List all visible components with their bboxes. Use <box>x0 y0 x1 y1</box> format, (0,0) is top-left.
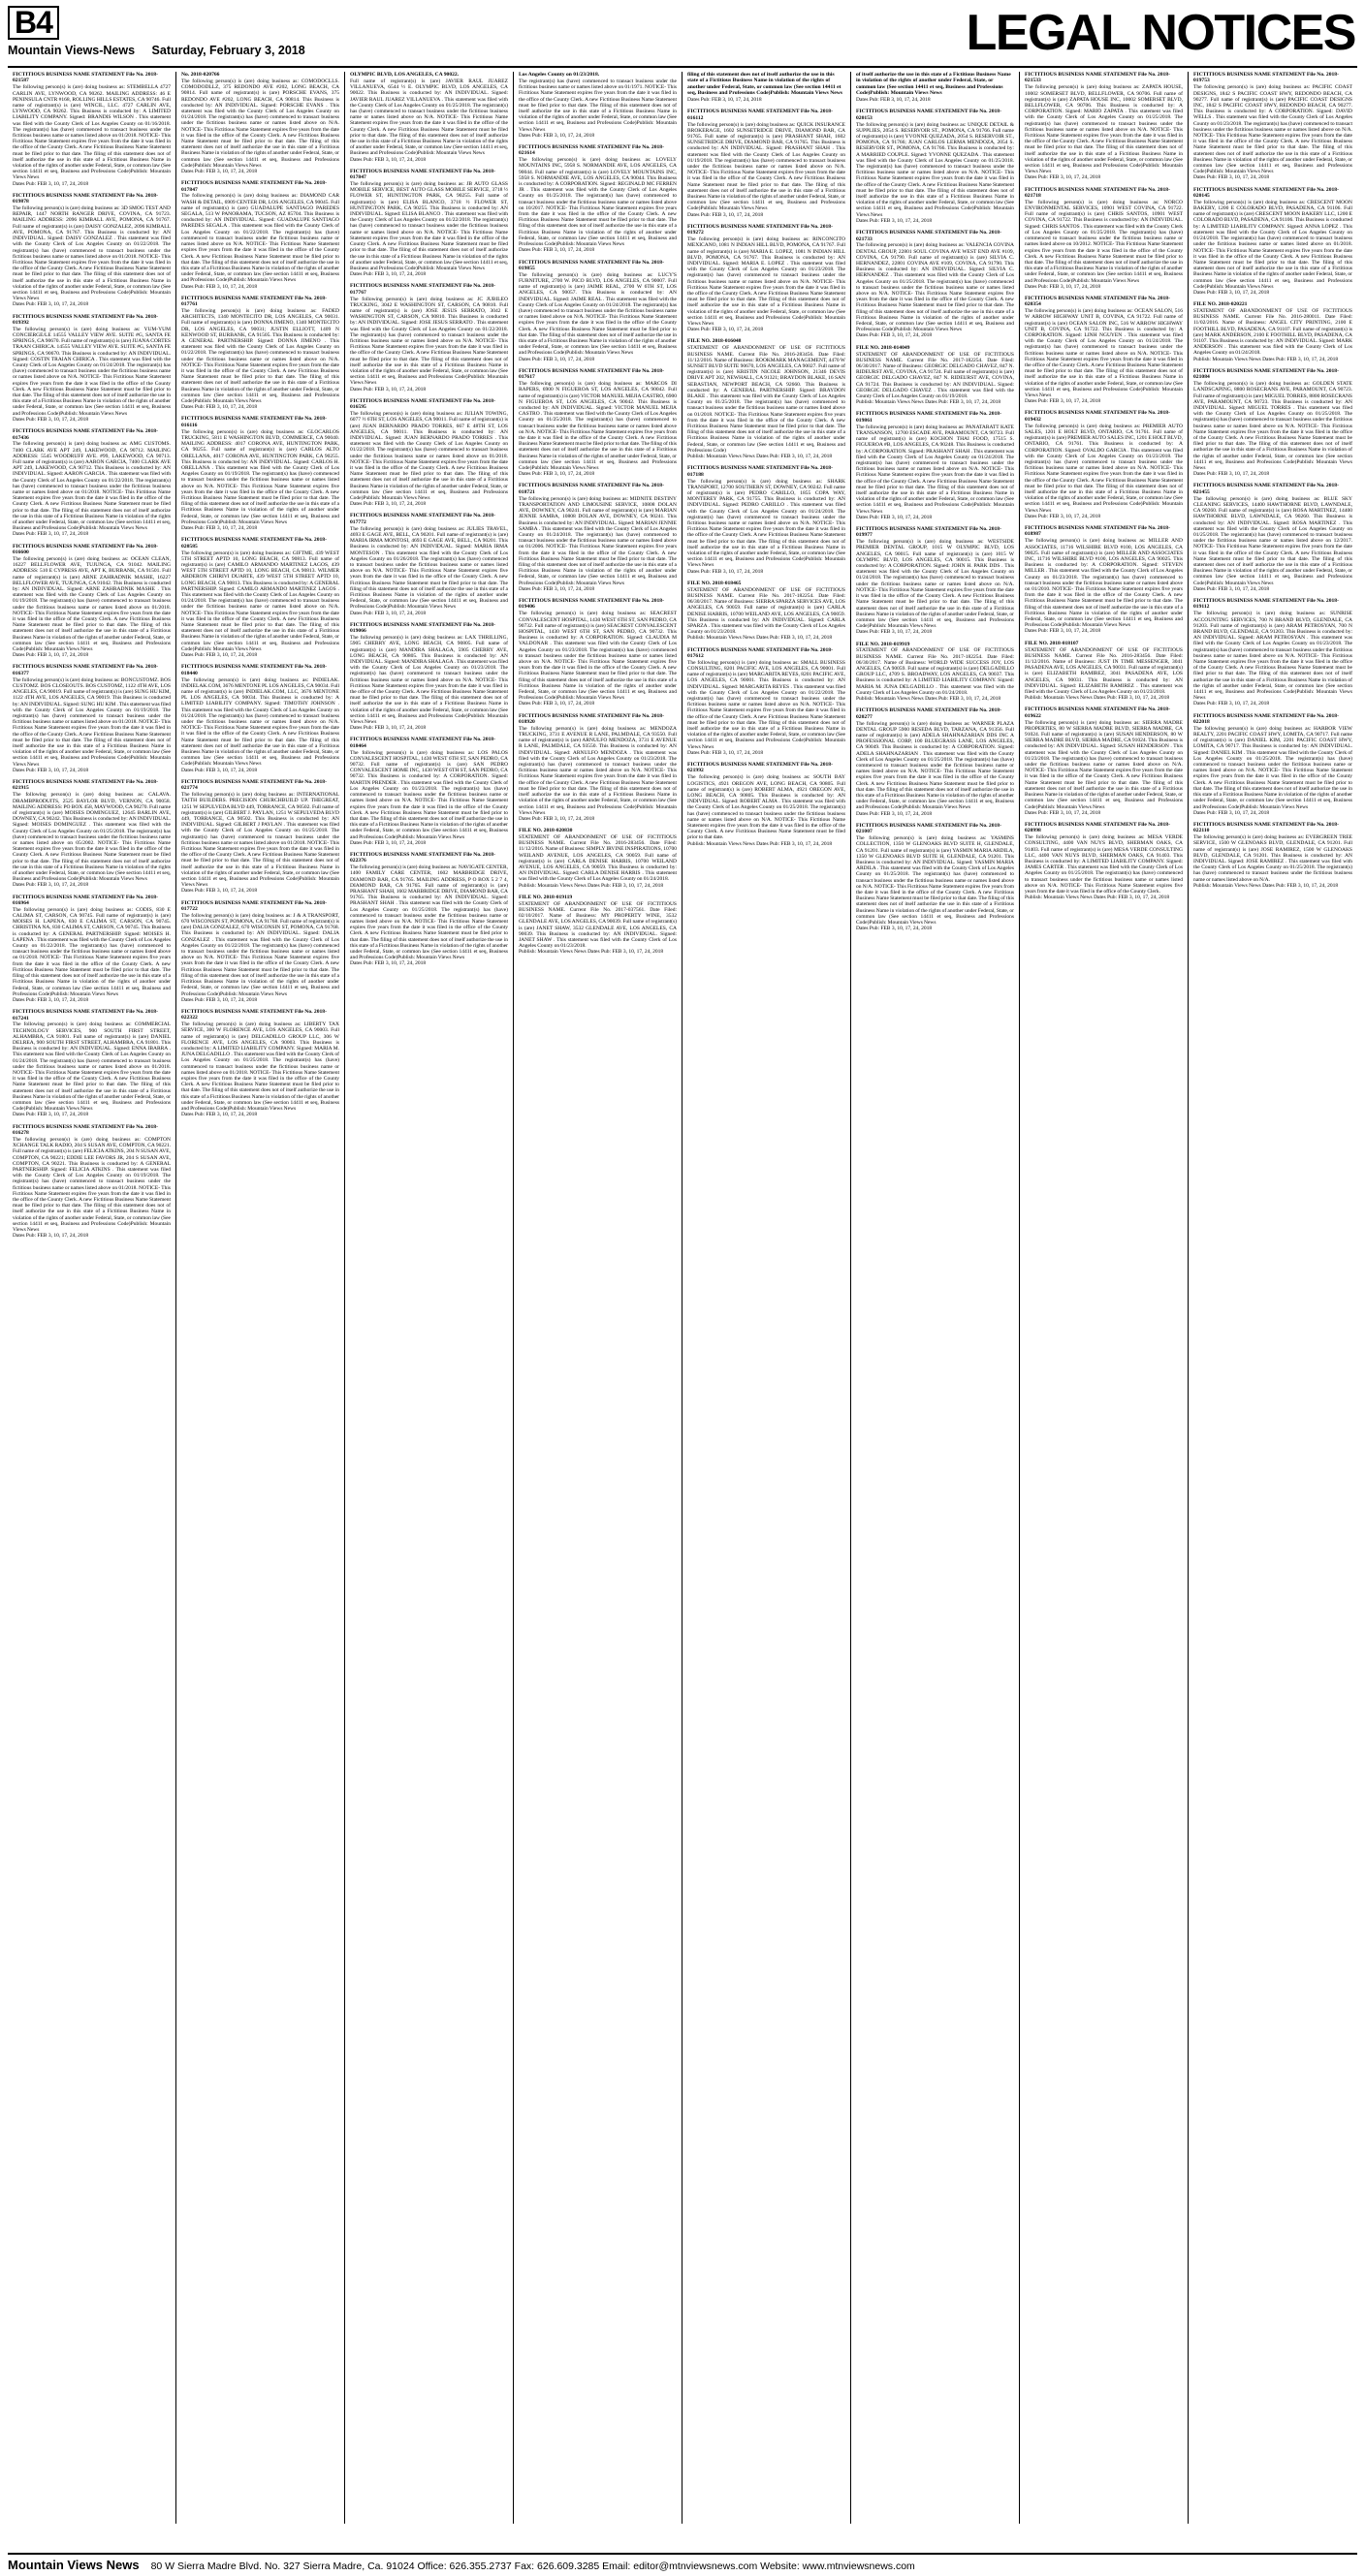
notice-publication-dates: Dates Pub: FEB 3, 10, 17, 24, 2018 <box>1193 471 1270 478</box>
notice-heading: FICTITIOUS BUSINESS NAME STATEMENT File No. 2018-021455 <box>1193 483 1339 495</box>
notice-publication-dates: Dates Pub: FEB 3, 10, 17, 24, 2018 <box>519 585 595 592</box>
legal-notice <box>519 72 677 139</box>
notice-heading: FICTITIOUS BUSINESS NAME STATEMENT File No. 2018-022322 <box>181 1008 327 1021</box>
notice-body: The following person(s) is (are) doing business as: LOVELY MOUNTAINS INC, 5958 S. NORMANDIE AVE, LOS ANGELES, CA 90044. Full name of registrant(s) is (are) LOVELY MOUNTAINS INC, 5958 S. NORMANDIE AVE, LOS ANGELES, CA 90044. This Business is conducted by: A CORPORATION. Signed: REGINALD MC FERREN JR . This statement was filed with the County Clerk of Los Angeles County on 01/25/2018. The registrant(s) has (have) commenced to transact business under the fictitious business name or names listed above on 10/2017. NOTICE- This Fictitious Name Statement expires five years from the date it was filed in the office of the County Clerk. A new Fictitious Business Name Statement must be filed prior to that date. The filing of this statement does not of itself authorize the use in this state of a Fictitious Business Name in violation of the rights of another under Federal, State, or common law (See section 14411 et seq, Business and Professions Code)Publish: Mountain Views News <box>519 157 677 248</box>
legal-notice <box>13 72 171 187</box>
notice-publication-dates: Dates Pub: FEB 3, 10, 17, 24, 2018 <box>350 501 427 508</box>
notice-publication-dates: Dates Pub: FEB 3, 10, 17, 24, 2018 <box>13 882 89 889</box>
notice-heading: Los Angeles County on 01/23/2018. <box>519 72 600 78</box>
notice-heading: FICTITIOUS BUSINESS NAME STATEMENT File No. 2018-017617 <box>519 367 664 381</box>
legal-notice <box>1193 301 1352 362</box>
legal-notice <box>350 513 508 615</box>
legal-notice <box>856 642 1014 703</box>
notice-publication-dates: Publish: Mountain Views News Dates Pub: FEB 3, 10, 17, 24, 2018 <box>1025 895 1170 901</box>
notice-heading: FICTITIOUS BUSINESS NAME STATEMENT File No. 2018-021587 <box>13 72 158 84</box>
legal-notice <box>13 428 171 538</box>
notice-publication-dates: Dates Pub: FEB 3, 10, 17, 24, 2018 <box>856 514 933 520</box>
legal-notice <box>181 72 339 174</box>
legal-notice <box>856 72 1014 103</box>
legal-notice <box>350 398 508 508</box>
notice-body: The following person(s) is (are) doing business as: PREMIER AUTO SALES, 1201 E HOLT BLVD, ONTARIO, CA 91761. Full name of registrant(s) is (are) PREMIER AUTO SALES INC, 1201 E HOLT BLVD, ONTARIO, CA 91761. This Business is conducted by: A CORPORATION. Signed: OVALDO GARCIA . This statement was filed with the County Clerk of Los Angeles County on 01/23/2018. The registrant(s) has (have) commenced to transact business under the fictitious business name or names listed above on N/A. NOTICE- This Fictitious Name Statement expires five years from the date it was filed in the office of the County Clerk. A new Fictitious Business Name Statement must be filed prior to that date. The filing of this statement does not of itself authorize the use in this state of a Fictitious Business Name in violation of the rights of another under Federal, State, or common law (See section 14411 et seq, Business and Professions Code)Publish: Mountain Views News <box>1025 423 1183 514</box>
notice-publication-dates: Dates Pub: FEB 3, 10, 17, 24, 2018 <box>1193 289 1270 296</box>
notice-body: The following person(s) is (are) doing business as: OCEAN SALON, 516 W ARROW HIGHWAY UNIT B, COVINA, CA 91722. Full name of registrant(s) is (are) OCEAN SALON INC, 516 W ARROW HIGHWAY UNIT B, COVINA, CA 91722. This Business is conducted by: A CORPORATION. Signed: LINH NGUYEN . This statement was filed with the County Clerk of Los Angeles County on 01/24/2018. The registrant(s) has (have) commenced to transact business under the fictitious business name or names listed above on N/A. NOTICE- This Fictitious Name Statement expires five years from the date it was filed in the office of the County Clerk. A new Fictitious Business Name Statement must be filed prior to that date. The filing of this statement does not of itself authorize the use in this state of a Fictitious Business Name in violation of the rights of another under Federal, State, or common law (See section 14411 et seq, Business and Professions Code)Publish: Mountain Views News <box>1025 308 1183 399</box>
legal-notice <box>519 368 677 478</box>
notice-publication-dates: Dates Pub: FEB 3, 10, 17, 24, 2018 <box>1025 398 1101 405</box>
notice-body: The following person(s) is (are) doing business as: J & A TRANSPORT, 670 WISCONSIN ST, POMONA, CA 91768. Full name of registrant(s) is (are) DALIA GONZALEZ, 670 WISCONSIN ST, POMONA, CA 91768. This Business is conducted by: AN INDIVIDUAL. Signed: DALIA GONZALEZ . This statement was filed with the County Clerk of Los Angeles County on 01/22/2018. The registrant(s) has (have) commenced to transact business under the fictitious business name or names listed above on N/A. NOTICE- This Fictitious Name Statement expires five years from the date it was filed in the office of the County Clerk. A new Fictitious Business Name Statement must be filed prior to that date. The filing of this statement does not of itself authorize the use in this state of a Fictitious Business Name in violation of the rights of another under Federal, State, or common law (See section 14411 et seq, Business and Professions Code)Publish: Mountain Views News <box>181 912 339 997</box>
notice-heading: FICTITIOUS BUSINESS NAME STATEMENT File No. 2018-016112 <box>687 109 833 121</box>
notice-heading: FICTITIOUS BUSINESS NAME STATEMENT File No. 2018-019861 <box>856 411 1001 424</box>
notice-heading: FICTITIOUS BUSINESS NAME STATEMENT File No. 2018-021733 <box>856 230 1001 242</box>
notice-heading: OLYMPIC BLVD, LOS ANGELES, CA 90022. <box>350 72 460 78</box>
legal-notice <box>181 779 339 895</box>
notice-body: The following person(s) is (are) doing business as: PACIFIC COAST DESIGNS, 1842 S PACIFIC COAST HWY, REDONDO BEACH, CA 90277. Full name of registrant(s) is (are) PACIFIC COAST DESIGNS INC, 1842 S PACIFIC COAST HWY, REDONDO BEACH, CA 90277. This Business is conducted by: A CORPORATION. Signed: DAVID WELLS . This statement was filed with the County Clerk of Los Angeles County on 01/23/2018. The registrant(s) has (have) commenced to transact business under the fictitious business name or names listed above on N/A. NOTICE- This Fictitious Name Statement expires five years from the date it was filed in the office of the County Clerk. A new Fictitious Business Name Statement must be filed prior to that date. The filing of this statement does not of itself authorize the use in this state of a Fictitious Business Name in violation of the rights of another under Federal, State, or common law (See section 14411 et seq, Business and Professions Code)Publish: Mountain Views News <box>1193 84 1352 175</box>
notice-body: STATEMENT OF ABANDONMENT OF USE OF FICTITIOUS BUSINESS NAME. Current File No. 2017-182254. Date Filed: 06/30/2017. Name of Business: GEORGIC DELGADO CHAVEZ, 847 N. RIDEURST AVE, COVINA, CA 91724. Full name of registrant(s) is (are) GEORGIC DELGADO CHAVEZ, 847 N. RIDEURST AVE, COVINA, CA 91724. This Business is conducted by: AN INDIVIDUAL. Signed: GEORGIC DELGADO CHAVEZ . This statement was filed with the County Clerk of Los Angeles County on 01/19/2018. <box>856 351 1014 399</box>
legal-notice <box>856 345 1014 406</box>
notice-body: The following person(s) is (are) doing business as: MILLER AND ASSOCIATES, 11716 WILSHIRE BLVD #100, LOS ANGELES, CA 90025. Full name of registrant(s) is (are) MILLER AND ASSOCIATES INC, 11716 WILSHIRE BLVD #100, LOS ANGELES, CA 90025. This Business is conducted by: A CORPORATION. Signed: STEVEN MILLER . This statement was filed with the County Clerk of Los Angeles County on 01/23/2018. The registrant(s) has (have) commenced to transact business under the fictitious business name or names listed above on 01/2010. NOTICE- This Fictitious Name Statement expires five years from the date it was filed in the office of the County Clerk. A new Fictitious Business Name Statement must be filed prior to that date. The filing of this statement does not of itself authorize the use in this state of a Fictitious Business Name in violation of the rights of another under Federal, State, or common law (See section 14411 et seq, Business and Professions Code)Publish: Mountain Views News <box>1025 538 1183 629</box>
legal-notice <box>181 537 339 658</box>
notice-columns <box>8 72 1357 2524</box>
notice-heading: No. 2018-020766 <box>181 72 220 78</box>
notice-publication-dates: Publish: Mountain Views News Dates Pub: FEB 3, 10, 17, 24, 2018 <box>856 399 1001 406</box>
notice-heading: FICTITIOUS BUSINESS NAME STATEMENT File No. 2018-021915 <box>13 778 158 792</box>
legal-notice <box>181 180 339 290</box>
legal-notice <box>687 762 845 847</box>
notice-heading: FICTITIOUS BUSINESS NAME STATEMENT File No. 2018-021533 <box>1025 72 1170 84</box>
notice-publication-dates: Dates Pub: FEB 3, 10, 17, 24, 2018 <box>687 327 764 333</box>
notice-publication-dates: Dates Pub: FEB 3, 10, 17, 24, 2018 <box>350 386 427 393</box>
notice-heading: FICTITIOUS BUSINESS NAME STATEMENT File No. 2018-019855 <box>519 259 664 271</box>
legal-notice <box>519 895 677 956</box>
notice-heading: FICTITIOUS BUSINESS NAME STATEMENT File No. 2018-017761 <box>181 295 327 308</box>
notice-column <box>8 72 176 2524</box>
notice-publication-dates: Publish: Mountain Views News Dates Pub: FEB 3, 10, 17, 24, 2018 <box>687 840 833 847</box>
notice-publication-dates: Dates Pub: FEB 3, 10, 17, 24, 2018 <box>181 888 258 895</box>
notice-body: The following person(s) is (are) doing business as: SOUTH BAY LOGISTICS, 4921 OREGON AVE, LONG BEACH, CA 90805. Full name of registrant(s) is (are) ROBERT ALMA, 4921 OREGON AVE, LONG BEACH, CA 90805. This Business is conducted by: AN INDIVIDUAL. Signed: ROBERT ALMA . This statement was filed with the County Clerk of Los Angeles County on 01/25/2018. The registrant(s) has (have) commenced to transact business under the fictitious business name or names listed above on N/A. NOTICE- This Fictitious Name Statement expires five years from the date it was filed in the office of the County Clerk. A new Fictitious Business Name Statement must be filed prior to that date. <box>687 774 845 841</box>
legal-notice <box>856 823 1014 932</box>
notice-publication-dates: Dates Pub: FEB 3, 10, 17, 24, 2018 <box>687 568 764 575</box>
notice-body: The following person(s) is (are) doing business as: INDIELAK. INDIELAK.COM, 3676 MENTONE PL LOS ANGELES, CA 90034. Full name of registrant(s) is (are) INDIELAK.COM, LLC, 3676 MENTONE PL LOS ANGELES, CA 90034. This Business is conducted by: A LIMITED LIABILITY COMPANY. Signed: TIMOTHY JOHNSON . This statement was filed with the County Clerk of Los Angeles County on 01/24/2018. The registrant(s) has (have) commenced to transact business under the fictitious business name or names listed above on N/A. NOTICE- This Fictitious Name Statement expires five years from the date it was filed in the office of the County Clerk. A new Fictitious Business Name Statement must be filed prior to that date. The filing of this statement does not of itself authorize the use in this state of a Fictitious Business Name in violation of the rights of another under Federal, State, or common law (See section 14411 et seq, Business and Professions Code)Publish: Mountain Views News <box>181 676 339 768</box>
legal-notice <box>1025 410 1183 519</box>
notice-heading: FICTITIOUS BUSINESS NAME STATEMENT File No. 2018-017241 <box>13 1009 158 1021</box>
notice-body: The following person(s) is (are) doing business as: JB AUTO GLASS MOBILE SERVICE, BEST AUTO GLASS MOBILE SERVICE, 3718 ½ FLOWER ST, HUNTINGTON PARK, CA 90255. Full name of registrant(s) is (are) ELISA BLANCO, 3718 ½ FLOWER ST, HUNTINGTON PARK, CA 90255. This Business is conducted by: AN INDIVIDUAL. Signed: ELISA BLANCO . This statement was filed with the County Clerk of Los Angeles County on 01/22/2018. The registrant(s) has (have) commenced to transact business under the fictitious business name or names listed above on N/A. NOTICE- This Fictitious Name Statement expires five years from the date it was filed in the office of the County Clerk. A new Fictitious Business Name Statement must be filed prior to that date. The filing of this statement does not of itself authorize the use in this state of a Fictitious Business Name in violation of the rights of another under Federal, State, or common law (See section 14411 et seq, Business and Professions Code)Publish: Mountain Views News <box>350 181 508 271</box>
footer-contact-info: 80 W Sierra Madre Blvd. No. 327 Sierra Madre, Ca. 91024 Office: 626.355.2737 Fax: 626.609.3285 Email: editor@mtnviewsnews.com Website: www.mtnviewsnews.com <box>150 2560 915 2572</box>
notice-heading: FILE NO. 2018-019919 <box>856 641 910 647</box>
notice-body: The following person(s) is (are) doing business as: VALENCIA COVINA DENTAL GROUP, 22801 SOUL COVINA AVE WEST END AVE #109, COVINA, CA 91790. Full name of registrant(s) is (are) SILVIA C. HERNANDEZ, 22801 COVINA AVE #109, COVINA, CA 91790. This Business is conducted by: AN INDIVIDUAL. Signed: SILVIA C. HERNANDEZ . This statement was filed with the County Clerk of Los Angeles County on 01/25/2018. The registrant(s) has (have) commenced to transact business under the fictitious business name or names listed above on N/A. NOTICE- This Fictitious Name Statement expires five years from the date it was filed in the office of the County Clerk. A new Fictitious Business Name Statement must be filed prior to that date. The filing of this statement does not of itself authorize the use in this state of a Fictitious Business Name in violation of the rights of another under Federal, State, or common law (See section 14411 et seq, Business and Professions Code)Publish: Mountain Views News <box>856 242 1014 333</box>
legal-notice <box>687 338 845 459</box>
notice-heading: FICTITIOUS BUSINESS NAME STATEMENT File No. 2018-019753 <box>1193 72 1339 84</box>
notice-heading: FICTITIOUS BUSINESS NAME STATEMENT File No. 2018-020277 <box>856 707 1001 720</box>
notice-heading: FICTITIOUS BUSINESS NAME STATEMENT File No. 2018-017847 <box>181 180 327 193</box>
notice-publication-dates: Dates Pub: FEB 3, 10, 17, 24, 2018 <box>350 271 427 278</box>
notice-body: The following person(s) is (are) doing business as: SHARK TRANSPORT, 12700 SOUTHERN ST, DOWNEY, CA 90242. Full name of registrant(s) is (are) PEDRO CARILLO, 1855 COPA WAY, MONTEREY PARK, CA 91755. This Business is conducted by: AN INDIVIDUAL. Signed: PEDRO CARILLO . This statement was filed with the County Clerk of Los Angeles County on 01/24/2018. The registrant(s) has (have) commenced to transact business under the fictitious business name or names listed above on N/A. NOTICE- This Fictitious Name Statement expires five years from the date it was filed in the office of the County Clerk. A new Fictitious Business Name Statement must be filed prior to that date. The filing of this statement does not of itself authorize the use in this state of a Fictitious Business Name in violation of the rights of another under Federal, State, or common law (See section 14411 et seq, Business and Professions Code)Publish: Mountain Views News <box>687 478 845 569</box>
notice-heading: FICTITIOUS BUSINESS NAME STATEMENT File No. 2018-020145 <box>1193 186 1339 199</box>
notice-heading: FICTITIOUS BUSINESS NAME STATEMENT File No. 2018-017612 <box>687 646 833 659</box>
notice-heading: FICTITIOUS BUSINESS NAME STATEMENT File No. 2018-018464 <box>350 737 495 749</box>
notice-heading: FICTITIOUS BUSINESS NAME STATEMENT File No. 2018-022110 <box>1193 821 1339 834</box>
notice-heading: FICTITIOUS BUSINESS NAME STATEMENT File No. 2018-017722 <box>181 899 327 912</box>
legal-notice <box>1025 296 1183 405</box>
legal-notice <box>687 581 845 642</box>
notice-body: The following person(s) is (are) doing business as: 3D SMOG TEST AND REPAIR, 1447 NORTH RANGER DRIVE, COVINA, CA 91723. MAILING ADDRESS: 2096 KIMBALL AVE, POMONA, CA 91767. Full name of registrant(s) is (are) DAISY GONZALEZ, 2096 KIMBALL AVE, POMONA, CA 91767. This Business is conducted by: AN INDIVIDUAL. Signed: DAISY GONZALEZ . This statement was filed with the County Clerk of Los Angeles County on 01/22/2018. The registrant(s) has (have) commenced to transact business under the fictitious business name or names listed above on 01/2018. NOTICE- This Fictitious Name Statement expires five years from the date it was filed in the office of the County Clerk. A new Fictitious Business Name Statement must be filed prior to that date. The filing of this statement does not of itself authorize the use in this state of a Fictitious Business Name in violation of the rights of another under Federal, State, or common law (See section 14411 et seq, Business and Professions Code)Publish: Mountain Views News <box>13 205 171 302</box>
notice-heading: FICTITIOUS BUSINESS NAME STATEMENT File No. 2018-018721 <box>519 483 664 495</box>
notice-publication-dates: Dates Pub: FEB 3, 10, 17, 24, 2018 <box>181 283 258 290</box>
notice-heading: FICTITIOUS BUSINESS NAME STATEMENT File No. 2018-018440 <box>181 664 327 676</box>
legal-notice <box>350 622 508 732</box>
legal-notice <box>13 779 171 889</box>
notice-body: The following person(s) is (are) doing business as: BONCUSTOMZ. BOS CUSTOMZ. BOS CLOSEOUTS. BOS CUSTOMZ, 1122 4TH AVE, LOS ANGELES, CA 90019. Full name of registrant(s) is (are) SUNG HU KIM, 1122 4TH AVE, LOS ANGELES, CA 90019. This Business is conducted by: AN INDIVIDUAL. Signed: SUNG HU KIM . This statement was filed with the County Clerk of Los Angeles County on 01/19/2018. The registrant(s) has (have) commenced to transact business under the fictitious business name or names listed above on 01/2018. NOTICE- This Fictitious Name Statement expires five years from the date it was filed in the office of the County Clerk. A new Fictitious Business Name Statement must be filed prior to that date. The filing of this statement does not of itself authorize the use in this state of a Fictitious Business Name in violation of the rights of another under Federal, State, or common law (See section 14411 et seq, Business and Professions Code)Publish: Mountain Views News <box>13 676 171 768</box>
legal-notice <box>856 109 1014 224</box>
notice-publication-dates: Dates Pub: FEB 3, 10, 17, 24, 2018 <box>519 471 595 478</box>
notice-heading: FICTITIOUS BUSINESS NAME STATEMENT File No. 2018-019878 <box>13 192 158 205</box>
footer-publication-name: Mountain Views News <box>8 2558 140 2572</box>
notice-publication-dates: Dates Pub: FEB 3, 10, 17, 24, 2018 <box>856 332 933 339</box>
legal-notice <box>519 483 677 592</box>
notice-heading: FICTITIOUS BUSINESS NAME STATEMENT File No. 2018-018987 <box>1025 525 1170 538</box>
notice-body: The following person(s) is (are) doing business as: NORCO ENVIRONMENTAL SERVICES, 10901 WEST COVINA, CA 91722. Full name of registrant(s) is (are) CHRIS SANTOS, 10901 WEST COVINA, CA 91722. This Business is conducted by: AN INDIVIDUAL. Signed: CHRIS SANTOS . This statement was filed with the County Clerk of Los Angeles County on 01/25/2018. The registrant(s) has (have) commenced to transact business under the fictitious business name or names listed above on 10/2012. NOTICE- This Fictitious Name Statement expires five years from the date it was filed in the office of the County Clerk. A new Fictitious Business Name Statement must be filed prior to that date. The filing of this statement does not of itself authorize the use in this state of a Fictitious Business Name in violation of the rights of another under Federal, State, or common law (See section 14411 et seq, Business and Professions Code)Publish: Mountain Views News <box>1025 199 1183 284</box>
notice-body: The following person(s) is (are) doing business as: COMODOCLLS. COMODODLLZ, 375 REDONDO AVE #202, LONG BEACH, CA 90814. Full name of registrant(s) is (are) PORSCHE EVANS, 375 REDONDO AVE #202, LONG BEACH, CA 90814. This Business is conducted by: AN INDIVIDUAL. Signed: PORSCHE EVANS . This statement was filed with the County Clerk of Los Angeles County on 01/24/2018. The registrant(s) has (have) commenced to transact business under the fictitious business name or names listed above on N/A. NOTICE- This Fictitious Name Statement expires five years from the date it was filed in the office of the County Clerk. A new Fictitious Business Name Statement must be filed prior to that date. The filing of this statement does not of itself authorize the use in this state of a Fictitious Business Name in violation of the rights of another under Federal, State, or common law (See section 14411 et seq, Business and Professions Code)Publish: Mountain Views News <box>181 78 339 169</box>
legal-notice <box>13 314 171 424</box>
notice-body: STATEMENT OF ABANDONMENT OF USE OF FICTITIOUS BUSINESS NAME. Current File No. 2016-283456. Date Filed: 11/12/2016. Name of Business: JUST IN TIME MESSENGER, 3041 PASADENA AVE, LOS ANGELES, CA 90031. Full name of registrant(s) is (are) ELIZABETH RAMIREZ, 3041 PASADENA AVE, LOS ANGELES, CA 90031. This Business is conducted by: AN INDIVIDUAL. Signed: ELIZABETH RAMIREZ . This statement was filed with the County Clerk of Los Angeles County on 01/23/2018. <box>1025 646 1183 695</box>
notice-publication-dates: Dates Pub: FEB 3, 10, 17, 24, 2018 <box>350 156 427 163</box>
notice-heading: FICTITIOUS BUSINESS NAME STATEMENT File No. 2018-021007 <box>856 822 1001 835</box>
notice-body: Dates Pub: FEB 3, 10, 17, 24, 2018 <box>687 97 762 104</box>
notice-body: The following person(s) is (are) doing business as: CRESCENT MOON BAKERY, 1200 E COLORADO BLVD, PASADENA, CA 91106. Full name of registrant(s) is (are) CRESCENT MOON BAKERY LLC, 1200 E COLORADO BLVD, PASADENA, CA 91106. This Business is conducted by: A LIMITED LIABILITY COMPANY. Signed: ANNA LOPEZ . This statement was filed with the County Clerk of Los Angeles County on 01/24/2018. The registrant(s) has (have) commenced to transact business under the fictitious business name or names listed above on 01/2018. NOTICE- This Fictitious Name Statement expires five years from the date it was filed in the office of the County Clerk. A new Fictitious Business Name Statement must be filed prior to that date. The filing of this statement does not of itself authorize the use in this state of a Fictitious Business Name in violation of the rights of another under Federal, State, or common law (See section 14411 et seq, Business and Professions Code)Publish: Mountain Views News <box>1193 199 1352 290</box>
legal-notice <box>181 1009 339 1118</box>
notice-heading: FICTITIOUS BUSINESS NAME STATEMENT File No. 2018-017847 <box>350 168 495 181</box>
notice-publication-dates: Publish: Mountain Views News Dates Pub: FEB 3, 10, 17, 24, 2018 <box>1025 695 1170 702</box>
legal-notice <box>13 664 171 773</box>
notice-body: The following person(s) is (are) doing business as: GIFTME, 439 WEST 5TH STREET APTD 10, LONG BEACH, CA 90813. Full name of registrant(s) is (are) CAMILO ARMANDO MARTINEZ LAGOS, 439 WEST 5TH STREET APTD 10, LONG BEACH, CA 90813. WILMER ABDERON CHIRIVI DUARTE, 439 WEST 5TH STREET APTD 10, LONG BEACH, CA 90813. This Business is conducted by: A GENERAL PARTNERSHIP. Signed: CAMILO ARMANDO MARTINEZ LAGOS . This statement was filed with the County Clerk of Los Angeles County on 01/24/2018. The registrant(s) has (have) commenced to transact business under the fictitious business name or names listed above on N/A. NOTICE- This Fictitious Name Statement expires five years from the date it was filed in the office of the County Clerk. A new Fictitious Business Name Statement must be filed prior to that date. The filing of this statement does not of itself authorize the use in this state of a Fictitious Business Name in violation of the rights of another under Federal, State, or common law (See section 14411 et seq, Business and Professions Code)Publish: Mountain Views News <box>181 550 339 652</box>
legal-notice <box>13 544 171 659</box>
legal-notice <box>13 1009 171 1118</box>
notice-publication-dates: Dates Pub: FEB 3, 10, 17, 24, 2018 <box>687 211 764 218</box>
legal-notice <box>1025 525 1183 635</box>
notice-column <box>851 72 1020 2524</box>
legal-notice <box>1025 641 1183 702</box>
notice-publication-dates: Publish: Mountain Views News Dates Pub: FEB 3, 10, 17, 24, 2018 <box>687 454 833 460</box>
notice-heading: FICTITIOUS BUSINESS NAME STATEMENT File No. 2018-021614 <box>519 143 664 157</box>
legal-notice <box>13 895 171 1004</box>
notice-publication-dates: Dates Pub: FEB 3, 10, 17, 24, 2018 <box>1025 809 1101 816</box>
notice-column <box>176 72 345 2524</box>
notice-body: The following person(s) is (are) doing business as: MIDNITE DESTINY TRANSPORTATION AND LIMOUSINE SERVICE, 10808 DOLAN AVE, DOWNEY, CA 90241. Full name of registrant(s) is (are) MARIAN JENNIE SAMBA, 10808 DOLAN AVE, DOWNEY, CA 90241. This Business is conducted by: AN INDIVIDUAL. Signed: MARIAN JENNIE SAMBA . This statement was filed with the County Clerk of Los Angeles County on 01/24/2018. The registrant(s) has (have) commenced to transact business under the fictitious business name or names listed above on 01/2006. NOTICE- This Fictitious Name Statement expires five years from the date it was filed in the office of the County Clerk. A new Fictitious Business Name Statement must be filed prior to that date. The filing of this statement does not of itself authorize the use in this state of a Fictitious Business Name in violation of the rights of another under Federal, State, or common law (See section 14411 et seq, Business and Professions Code)Publish: Mountain Views News <box>519 495 677 586</box>
legal-notice <box>687 224 845 333</box>
legal-notice <box>181 296 339 411</box>
notice-publication-dates: Dates Pub: FEB 3, 10, 17, 24, 2018 <box>519 132 595 139</box>
publication-date: Saturday, February 3, 2018 <box>151 44 305 57</box>
notice-publication-dates: Dates Pub: FEB 3, 10, 17, 24, 2018 <box>1193 585 1270 592</box>
notice-heading: FILE NO. 2018-018465 <box>687 580 742 586</box>
notice-column <box>1020 72 1189 2524</box>
notice-publication-dates: Dates Pub: FEB 3, 10, 17, 24, 2018 <box>13 531 89 538</box>
legal-notice <box>1193 187 1352 297</box>
notice-publication-dates: Dates Pub: FEB 3, 10, 17, 24, 2018 <box>687 749 764 756</box>
notice-body: The following person(s) is (are) doing business as: AMG CUSTOMS. 7400 CLARK AVE APT 249, LAKEWOOD, CA 90712. MAILING ADDRESS: 5545 WOODRUFF AVE. #99, LAKEWOOD, CA 90713. Full name of registrant(s) is (are) AARON GARCIA, 7400 CLARK AVE APT 249, LAKEWOOD, CA 90712. This Business is conducted by: AN INDIVIDUAL. Signed: AARON GARCIA . This statement was filed with the County Clerk of Los Angeles County on 01/22/2018. The registrant(s) has (have) commenced to transact business under the fictitious business name or names listed above on 01/2018. NOTICE- This Fictitious Name Statement expires five years from the date it was filed in the office of the County Clerk. A new Fictitious Business Name Statement must be filed prior to that date. The filing of this statement does not of itself authorize the use in this state of a Fictitious Business Name in violation of the rights of another under Federal, State, or common law (See section 14411 et seq, Business and Professions Code)Publish: Mountain Views News <box>13 441 171 532</box>
notice-publication-dates: Dates Pub: FEB 3, 10, 17, 24, 2018 <box>1025 513 1101 519</box>
notice-publication-dates: Publish: Mountain Views News Dates Pub: FEB 3, 10, 17, 24, 2018 <box>687 635 833 642</box>
notice-body: The following person(s) is (are) doing business as: MESA VERDE CONSULTING, 4400 VAN NUYS BLVD, SHERMAN OAKS, CA 91403. Full name of registrant(s) is (are) MESA VERDE CONSULTING LLC, 4400 VAN NUYS BLVD, SHERMAN OAKS, CA 91403. This Business is conducted by: A LIMITED LIABILITY COMPANY. Signed: JAMES CARTER . This statement was filed with the County Clerk of Los Angeles County on 01/25/2018. The registrant(s) has (have) commenced to transact business under the fictitious business name or names listed above on N/A. NOTICE- This Fictitious Name Statement expires five years from the date it was filed in the office of the County Clerk. <box>1025 834 1183 895</box>
notice-publication-dates: Dates Pub: FEB 3, 10, 17, 24, 2018 <box>1025 283 1101 290</box>
notice-body: The following person(s) is (are) doing business as: QUICK INSURANCE BROKERAGE, 1602 SUNSETRIDGE DRIVE, DIAMOND BAR, CA 91765. Full name of registrant(s) is (are) PRASHANT SHAH, 1602 SUNSETRIDGE DRIVE, DIAMOND BAR, CA 91765. This Business is conducted by: AN INDIVIDUAL. Signed: PRASHANT SHAH . This statement was filed with the County Clerk of Los Angeles County on 01/19/2018. The registrant(s) has (have) commenced to transact business under the fictitious business name or names listed above on N/A. NOTICE- This Fictitious Name Statement expires five years from the date it was filed in the office of the County Clerk. A new Fictitious Business Name Statement must be filed prior to that date. The filing of this statement does not of itself authorize the use in this state of a Fictitious Business Name in violation of the rights of another under Federal, State, or common law (See section 14411 et seq, Business and Professions Code)Publish: Mountain Views News <box>687 121 845 212</box>
notice-publication-dates: Dates Pub: FEB 3, 10, 17, 24, 2018 <box>856 217 933 224</box>
legal-notice <box>350 169 508 278</box>
notice-body: The following person(s) is (are) doing business as: YUM-YUM CONCIERGE/LE 14555 VALLEY VIEW AVE. SUITE #G, SANTA FE SPRINGS, CA 90670. Full name of registrant(s) is (are) JUANA CORTES TRAAN CHIRICA. 14555 VALLEY VIEW AVE. SUITE #G, SANTA FE SPRINGS, CA 90670. This Business is conducted by: AN INDIVIDUAL. Signed: COSTIN TRAIAN CHIRICA . This statement was filed with the County Clerk of Los Angeles County on 01/24/2018. The registrant(s) has (have) commenced to transact business under the fictitious business name or names listed above on N/A. NOTICE- This Fictitious Name Statement expires five years from the date it was filed in the office of the County Clerk. A new Fictitious Business Name Statement must be filed prior to that date. The filing of this statement does not of itself authorize the use in this state of a Fictitious Business Name in violation of the rights of another under Federal, State, or common law (See section 14411 et seq, Business and Professions Code)Publish: Mountain Views News <box>13 326 171 417</box>
legal-notice <box>687 465 845 575</box>
legal-notice <box>687 647 845 757</box>
notice-publication-dates: Dates Pub: FEB 3, 10, 17, 24, 2018 <box>181 1112 258 1118</box>
notice-heading: FICTITIOUS BUSINESS NAME STATEMENT File No. 2018-017436 <box>13 428 158 441</box>
notice-body: The following person(s) is (are) doing business as: COMMERCIAL TECHNOLOGY SERVICES, 900 SOUTH FIRST STREET, ALHAMBRA, CA 91801. Full name of registrant(s) is (are) DANIEL DELREA, 900 SOUTH FIRST STREET, ALHAMBRA, CA 91801. This Business is conducted by: AN INDIVIDUAL. Signed: ENNA IBARRA . This statement was filed with the County Clerk of Los Angeles County on 01/24/2018. The registrant(s) has (have) commenced to transact business under the fictitious business name or names listed above on 01/2018. NOTICE- This Fictitious Name Statement expires five years from the date it was filed in the office of the County Clerk. A new Fictitious Business Name Statement must be filed prior to that date. The filing of this statement does not of itself authorize the use in this state of a Fictitious Business Name in violation of the rights of another under Federal, State, or common law (See section 14411 et seq, Business and Professions Code)Publish: Mountain Views News <box>13 1021 171 1113</box>
notice-publication-dates: Dates Pub: FEB 3, 10, 17, 24, 2018 <box>1193 809 1270 816</box>
notice-body: The following person(s) is (are) doing business as: LIBERTY TAX SERVICE, 300 W FLORENCE AVE, LOS ANGELES, CA 90003. Full name of registrant(s) is (are) DELGADILLO GROUP LLC, 306 W FLORENCE AVE, LOS ANGELES, CA 90003. This Business is conducted by: A LIMITED LIABILITY COMPANY. Signed: MARIA M. JUNA DELGADILLO . This statement was filed with the County Clerk of Los Angeles County on 01/25/2018. The registrant(s) has (have) commenced to transact business under the fictitious business name or names listed above on 01/2018. NOTICE- This Fictitious Name Statement expires five years from the date it was filed in the office of the County Clerk. A new Fictitious Business Name Statement must be filed prior to that date. The filing of this statement does not of itself authorize the use in this state of a Fictitious Business Name in violation of the rights of another under Federal, State, or common law (See section 14411 et seq, Business and Professions Code)Publish: Mountain Views News <box>181 1021 339 1113</box>
notice-body: The following person(s) is (are) doing business as: SMALL BUSINESS CONSULTING, 8201 PACIFIC AVE, LOS ANGELES, CA 90001. Full name of registrant(s) is (are) MARGARITA REYES, 8201 PACIFIC AVE, LOS ANGELES, CA 90001. This Business is conducted by: AN INDIVIDUAL. Signed: MARGARITA REYES . This statement was filed with the County Clerk of Los Angeles County on 01/22/2018. The registrant(s) has (have) commenced to transact business under the fictitious business name or names listed above on N/A. NOTICE- This Fictitious Name Statement expires five years from the date it was filed in the office of the County Clerk. A new Fictitious Business Name Statement must be filed prior to that date. The filing of this statement does not of itself authorize the use in this state of a Fictitious Business Name in violation of the rights of another under Federal, State, or common law (See section 14411 et seq, Business and Professions Code)Publish: Mountain Views News <box>687 659 845 750</box>
notice-body: The following person(s) is (are) doing business as: JULIES TRAVEL, 4693 E GAGE AVE, BELL, CA 90201. Full name of registrant(s) is (are) MARIA IRMA MONTOSI, 4693 E GAGE AVE, BELL, CA 90201. This Business is conducted by: AN INDIVIDUAL. Signed: MARIA IRMA MONTESON . This statement was filed with the County Clerk of Los Angeles County on 01/26/2018. The registrant(s) has (have) commenced to transact business under the fictitious business name or names listed above on N/A. NOTICE- This Fictitious Name Statement expires five years from the date it was filed in the office of the County Clerk. A new Fictitious Business Name Statement must be filed prior to that date. The filing of this statement does not of itself authorize the use in this state of a Fictitious Business Name in violation of the rights of another under Federal, State, or common law (See section 14411 et seq, Business and Professions Code)Publish: Mountain Views News <box>350 525 508 611</box>
notice-heading: FICTITIOUS BUSINESS NAME STATEMENT File No. 2018-019406 <box>519 597 664 611</box>
notice-body: STATEMENT OF ABANDONMENT OF USE OF FICTITIOUS BUSINESS NAME. Current File No. 2017-037561. Date Filed: 02/10/2017. Name of Business: MY PROPERTY WINE, 3532 GLENDALE AVE, LOS ANGELES, CA 90039. Full name of registrant(s) is (are) JANET SHAW, 3532 GLENDALE AVE, LOS ANGELES, CA 90039. This Business is conducted by: AN INDIVIDUAL. Signed: JANET SHAW . This statement was filed with the County Clerk of Los Angeles County on 01/23/2018. <box>519 900 677 950</box>
legal-notice <box>181 900 339 1003</box>
notice-heading: filing of this statement does not of itself authorize the use in this state of a Fictitious Business Name in violation of the rights of another under Federal, State, or common law (See section 14411 et seq, Business and Professions Code)Publish: Mountain Views News <box>687 72 842 97</box>
section-title: LEGAL NOTICES <box>966 5 1355 61</box>
notice-publication-dates: Dates Pub: FEB 3, 10, 17, 24, 2018 <box>13 1112 89 1118</box>
notice-body: STATEMENT OF ABANDONMENT OF USE OF FICTITIOUS BUSINESS NAME. Current File No. 2016-283456. Date Filed: 11/12/2016. Name of Business: SIMPLY IRVINE INSPIRATIONS, 10700 WEILAND AVENUE, LOS ANGELES, CA 90059. Full name of registrant(s) is (are) CARLA DENISE HARRIS, 10700 WEILAND AVENUE, LOS ANGELES, CA 90059. This Business is conducted by: AN INDIVIDUAL. Signed: CARLA DENISE HARRIS . This statement was filed with the County Clerk of Los Angeles County on 01/24/2018. <box>519 834 677 883</box>
notice-body: The following person(s) is (are) doing business as: UNIQUE DETAIL & SUPPLIES, 2054 S. RESERVOIR ST., POMONA, CA 91766. Full name of registrant(s) is (are) YVONNE QUEZADA, 2054 S. RESERVOIR ST., POMONA, CA 91766; JUAN CARLOS LERMA MENDOZA, 2054 S. RESERVOIR ST., POMONA, CA 91766. This Business is conducted by: A MARRIED COUPLE. Signed: YVONNE QUEZADA . This statement was filed with the County Clerk of Los Angeles County on 01/25/2018. The registrant(s) has (have) commenced to transact business under the fictitious business name or names listed above on N/A. NOTICE- This Fictitious Name Statement expires five years from the date it was filed in the office of the County Clerk. A new Fictitious Business Name Statement must be filed prior to that date. The filing of this statement does not of itself authorize the use in this state of a Fictitious Business Name in violation of the rights of another under Federal, State, or common law (See section 14411 et seq, Business and Professions Code)Publish: Mountain Views News <box>856 121 1014 218</box>
notice-body: The following person(s) is (are) doing business as: FADED ARCHITECTS, 1340 MONTECITO DR, LOS ANGELES, CA 90031. Full name of registrant(s) is (are) DONNA JIMENO, 1340 MONTECITO DR, LOS ANGELES, CA 90031; JUSTIN ELLIOTT, 1409 N KENWOOD ST, BURBANK, CA 91505. This Business is conducted by: A GENERAL PARTNERSHIP. Signed: DONNA JIMENO . This statement was filed with the County Clerk of Los Angeles County on 01/22/2018. The registrant(s) has (have) commenced to transact business under the fictitious business name or names listed above on N/A. NOTICE- This Fictitious Name Statement expires five years from the date it was filed in the office of the County Clerk. A new Fictitious Business Name Statement must be filed prior to that date. The filing of this statement does not of itself authorize the use in this state of a Fictitious Business Name in violation of the rights of another under Federal, State, or common law (See section 14411 et seq, Business and Professions Code)Publish: Mountain Views News <box>181 308 339 405</box>
notice-heading: FICTITIOUS BUSINESS NAME STATEMENT File No. 2018-016377 <box>13 664 158 676</box>
notice-publication-dates: Publish: Mountain Views News Dates Pub: FEB 3, 10, 17, 24, 2018 <box>1193 356 1339 362</box>
notice-heading: FICTITIOUS BUSINESS NAME STATEMENT File No. 2018-017188 <box>687 465 833 478</box>
legal-notice <box>1025 187 1183 290</box>
notice-heading: FICTITIOUS BUSINESS NAME STATEMENT File No. 2018-019392 <box>13 313 158 326</box>
notice-publication-dates: Dates Pub: FEB 3, 10, 17, 24, 2018 <box>519 815 595 822</box>
legal-notice <box>1193 368 1352 478</box>
notice-body: The following person(s) is (are) doing business as: OCEAN CLEAN, 16227 BELLFLOWER AVE, TUJUNGA, CA 91042. MAILING ADDRESS: 510 E CYPRESS AVE, APT K, BURBANK, CA 91501. Full name of registrant(s) is (are) ARNE ZAHRADNIK MASHE, 16227 BELLFLOWER AVE, TUJUNGA, CA 91042. This Business is conducted by: AN INDIVIDUAL. Signed: ARNE ZAHRADNIK MASHE . This statement was filed with the County Clerk of Los Angeles County on 01/19/2018. The registrant(s) has (have) commenced to transact business under the fictitious business name or names listed above on 01/2018. NOTICE- This Fictitious Name Statement expires five years from the date it was filed in the office of the County Clerk. A new Fictitious Business Name Statement must be filed prior to that date. The filing of this statement does not of itself authorize the use in this state of a Fictitious Business Name in violation of the rights of another under Federal, State, or common law (See section 14411 et seq, Business and Professions Code)Publish: Mountain Views News <box>13 555 171 653</box>
notice-body: The following person(s) is (are) doing business as: LUCY'S FURNITURE, 2700 W. PICO BLVD, LOS ANGELES, CA 90007. Full name of registrant(s) is (are) JAIME REAL, 2700 W 6TH ST, LOS ANGELES, CA 90057. This Business is conducted by: AN INDIVIDUAL. Signed: JAIME REAL . This statement was filed with the County Clerk of Los Angeles County on 01/24/2018. The registrant(s) has (have) commenced to transact business under the fictitious business name or names listed above on N/A. NOTICE- This Fictitious Name Statement expires five years from the date it was filed in the office of the County Clerk. A new Fictitious Business Name Statement must be filed prior to that date. The filing of this statement does not of itself authorize the use in this state of a Fictitious Business Name in violation of the rights of another under Federal, State, or common law (See section 14411 et seq, Business and Professions Code)Publish: Mountain Views News <box>519 271 677 357</box>
masthead <box>8 6 1357 68</box>
legal-notice <box>13 193 171 308</box>
notice-heading: FICTITIOUS BUSINESS NAME STATEMENT File No. 2018-019112 <box>1193 597 1339 611</box>
notice-heading: FICTITIOUS BUSINESS NAME STATEMENT File No. 2018-016595 <box>350 397 495 411</box>
legal-notice <box>1025 72 1183 181</box>
notice-body: The following person(s) is (are) doing business as: LOS PALOS CONVALESCENT HOSPITAL, 1430 WEST 6TH ST, SAN PEDRO, CA 90732. Full name of registrant(s) is (are) SAN PEDRO CONVALESCENT HOME INC, 1430 WEST 6TH ST, SAN PEDRO, CA 90732. This Business is conducted by: A CORPORATION. Signed: MARTIN PRENDER . This statement was filed with the County Clerk of Los Angeles County on 01/23/2018. The registrant(s) has (have) commenced to transact business under the fictitious business name or names listed above on N/A. NOTICE- This Fictitious Name Statement expires five years from the date it was filed in the office of the County Clerk. A new Fictitious Business Name Statement must be filed prior to that date. The filing of this statement does not of itself authorize the use in this state of a Fictitious Business Name in violation of the rights of another under Federal, State, or common law (See section 14411 et seq, Business and Professions Code)Publish: Mountain Views News <box>350 749 508 840</box>
legal-notice <box>519 828 677 889</box>
notice-heading: FILE NO. 2018-016048 <box>687 338 742 345</box>
notice-body: The following person(s) is (are) doing business as: GLOCARLOS TRUCKING, 5811 E WASHINGTON BLVD, COMMERCE, CA 90040. MAILING ADDRESS: 4017 CORONA AVE, HUNTINGTON PARK, CA 90255. Full name of registrant(s) is (are) CARLOS ALTO ORELLANA, 4017 CORONA AVE, HUNTINGTON PARK, CA 90255. This Business is conducted by: AN INDIVIDUAL. Signed: CARLOS H. ORELLANA . This statement was filed with the County Clerk of Los Angeles County on 01/19/2018. The registrant(s) has (have) commenced to transact business under the fictitious business name or names listed above on N/A. NOTICE- This Fictitious Name Statement expires five years from the date it was filed in the office of the County Clerk. A new Fictitious Business Name Statement must be filed prior to that date. The filing of this statement does not of itself authorize the use in this state of a Fictitious Business Name in violation of the rights of another under Federal, State, or common law (See section 14411 et seq, Business and Professions Code)Publish: Mountain Views News <box>181 428 339 525</box>
notice-heading: FICTITIOUS BUSINESS NAME STATEMENT File No. 2018-019622 <box>1025 707 1170 719</box>
legal-notice <box>1193 598 1352 707</box>
notice-heading: FICTITIOUS BUSINESS NAME STATEMENT File No. 2018-019432 <box>1025 410 1170 423</box>
legal-notice <box>350 283 508 393</box>
notice-body: STATEMENT OF ABANDONMENT OF USE OF FICTITIOUS BUSINESS NAME. Current File No. 2017-182254. Date Filed: 06/30/2017. Name of Business: WORLD WIDE SUCCESS JOY, LOS ANGELES, CA 90059. Full name of registrant(s) is (are) DELGADILLO GROUP LLC, 4709 S. BROADWAY, LOS ANGELES, CA 90037. This Business is conducted by: A LIMITED LIABILITY COMPANY. Signed: MARIA M. JUNA DELGADILLO . This statement was filed with the County Clerk of Los Angeles County on 01/24/2018. <box>856 647 1014 696</box>
notice-heading: FICTITIOUS BUSINESS NAME STATEMENT File No. 2018-019977 <box>856 525 1001 539</box>
notice-publication-dates: Dates Pub: FEB 3, 10, 17, 24, 2018 <box>856 629 933 636</box>
notice-publication-dates: Dates Pub: FEB 3, 10, 17, 24, 2018 <box>13 180 89 187</box>
legal-notice <box>856 707 1014 817</box>
notice-body: STATEMENT OF ABANDONMENT OF USE OF FICTITIOUS BUSINESS NAME. Current File No. 2016-283456. Date Filed: 11/12/2016. Name of Business: ROOKMARK MANAGEMENT, 4470 W SUNSET BLVD SUITE 90670, LOS ANGELES, CA 90027. Full name of registrant(s) is (are) KRISTIN NICOLE JOHNSON, 21346 DEVIS DRIVE APT 202, NEWHALL, CA 91321; BRAYDON BLAKE, 16 SAN SEBASTIAN, NEWPORT BEACH, CA 92660. This Business is conducted by: A GENERAL PARTNERSHIP. Signed: BRAYDON BLAKE . This statement was filed with the County Clerk of Los Angeles County on 01/25/2018. The registrant(s) has (have) commenced to transact business under the fictitious business name or names listed above on 01/2018. NOTICE- This Fictitious Name Statement expires five years from the date it was filed in the office of the County Clerk. A new Fictitious Business Name Statement must be filed prior to that date. The filing of this statement does not of itself authorize the use in this state of a Fictitious Business Name in violation of the rights of another under Federal, State, or common law (See section 14411 et seq, Business and Professions Code) <box>687 345 845 454</box>
notice-body: The following person(s) is (are) doing business as: STEMBELLA 4727 CARLIN AVE, LYNWOOD, CA 90262. MAILING ADDRESS: 46 E PENINSULA CNTR #168, ROLLING HILLS ESTATES, CA 90746. Full name of registrant(s) is (are) WINCIL, LLC. 4727 CARLIN AVE, LYNWOOD, CA 90262. This Business is conducted by: A LIMITED LIABILITY COMPANY. Signed: BRANDIS WILSON . This statement was filed with the County Clerk of Los Angeles County on 01/16/2018. The registrant(s) has (have) commenced to transact business under the fictitious business name or names listed above on 01/2018. NOTICE- This Fictitious Name Statement expires five years from the date it was filed in the office of the County Clerk. A new Fictitious Business Name Statement must be filed prior to that date. The filing of this statement does not of itself authorize the use in this state of a Fictitious Business Name in violation of the rights of another under Federal, State, or common law (See section 14411 et seq, Business and Professions Code)Publish: Mountain Views News <box>13 84 171 181</box>
notice-publication-dates: Dates Pub: FEB 3, 10, 17, 24, 2018 <box>13 1233 89 1240</box>
notice-heading: FILE NO. 2018-014049 <box>856 344 910 351</box>
notice-body: The following person(s) is (are) doing business as: NAVIGATE CENTER, 1400 FAMILY CARE CENTER, 1602 MARBRIDGE DRIVE, DIAMOND BAR, CA 91765. MAILING ADDRESS, P O BOX 5 2 7 4, DIAMOND BAR, CA 91765. Full name of registrant(s) is (are) PRASHANT SHAH, 1602 MARBRIDGE DRIVE, DIAMOND BAR, CA 91765. This Business is conducted by: AN INDIVIDUAL. Signed: PRASHANT SHAH . This statement was filed with the County Clerk of Los Angeles County on 01/25/2018. The registrant(s) has (have) commenced to transact business under the fictitious business name or names listed above on N/A. NOTICE- This Fictitious Name Statement expires five years from the date it was filed in the office of the County Clerk. A new Fictitious Business Name Statement must be filed prior to that date. The filing of this statement does not of itself authorize the use in this state of a Fictitious Business Name in violation of the rights of another under Federal, State, or common law (See section 14411 et seq, Business and Professions Code)Publish: Mountain Views News <box>350 864 508 961</box>
notice-body: Full name of registrant(s) is (are) JAVIER RAUL JUAREZ VILLANUEVA, 6544 ½ E. OLYMPIC BLVD, LOS ANGELES, CA 90022. This Business is conducted by: AN INDIVIDUAL. Signed: JAVIER RAUL JUAREZ VILLANUEVA . This statement was filed with the County Clerk of Los Angeles County on 01/25/2018. The registrant(s) has (have) commenced to transact business under the fictitious business name or names listed above on N/A. NOTICE- This Fictitious Name Statement expires five years from the date it was filed in the office of the County Clerk. A new Fictitious Business Name Statement must be filed prior to that date. The filing of this statement does not of itself authorize the use in this state of a Fictitious Business Name in violation of the rights of another under Federal, State, or common law (See section 14411 et seq, Business and Professions Code)Publish: Mountain Views News <box>350 78 508 157</box>
notice-heading: FICTITIOUS BUSINESS NAME STATEMENT File No. 2018-018920 <box>519 712 664 725</box>
notice-body: The following person(s) is (are) doing business as: PANATARATT KATE TRANSANSON, 12700 ESCADE AVE, PARAMOUNT, CA 90723. Full name of registrant(s) is (are) KOCHON THAI FOOD, 17515 S. FIGUEROA #B, LOS ANGELES, CA 90248. This Business is conducted by: A CORPORATION. Signed: PRASHANT SHAH . This statement was filed with the County Clerk of Los Angeles County on 01/24/2018. The registrant(s) has (have) commenced to transact business under the fictitious business name or names listed above on N/A. NOTICE- This Fictitious Name Statement expires five years from the date it was filed in the office of the County Clerk. A new Fictitious Business Name Statement must be filed prior to that date. The filing of this statement does not of itself authorize the use in this state of a Fictitious Business Name in violation of the rights of another under Federal, State, or common law (See section 14411 et seq, Business and Professions Code)Publish: Mountain Views News <box>856 424 1014 515</box>
notice-column <box>1189 72 1357 2524</box>
notice-column <box>682 72 851 2524</box>
notice-publication-dates: Dates Pub: FEB 3, 10, 17, 24, 2018 <box>350 725 427 732</box>
notice-publication-dates: Dates Pub: FEB 3, 10, 17, 24, 2018 <box>519 701 595 707</box>
legal-notice <box>519 144 677 254</box>
legal-notice <box>519 713 677 823</box>
notice-heading: FICTITIOUS BUSINESS NAME STATEMENT File No. 2018-019272 <box>687 223 833 236</box>
legal-notice <box>1193 483 1352 592</box>
notice-body: The following person(s) is (are) doing business as: WARNER PLAZA DENTAL GROUP 5900 RESEDA BLVD, TARZANA, CA 91356. Full name of registrant(s) is (are) ADELA SHAHNAZARIAN DDS INC A PROFESSIONAL CORP, 100 BLUEGRASS LANE, LOS ANGELES, CA 90049. This Business is conducted by: A CORPORATION. Signed: ADELA SHAHNAZARIAN . This statement was filed with the County Clerk of Los Angeles County on 01/25/2018. The registrant(s) has (have) commenced to transact business under the fictitious business name or names listed above on N/A. NOTICE- This Fictitious Name Statement expires five years from the date it was filed in the office of the County Clerk. A new Fictitious Business Name Statement must be filed prior to that date. The filing of this statement does not of itself authorize the use in this state of a Fictitious Business Name in violation of the rights of another under Federal, State, or common law (See section 14411 et seq, Business and Professions Code)Publish: Mountain Views News <box>856 720 1014 811</box>
page-number-badge: B4 <box>8 6 59 40</box>
notice-publication-dates: Dates Pub: FEB 3, 10, 17, 24, 2018 <box>13 652 89 659</box>
notice-heading: FICTITIOUS BUSINESS NAME STATEMENT File No. 2018-019066 <box>350 621 495 635</box>
legal-notice <box>350 72 508 163</box>
notice-body: The following person(s) is (are) doing business as: HARBOR VIEW REALTY, 2201 PACIFIC COAST HWY, LOMITA, CA 90717. Full name of registrant(s) is (are) DANIEL KIM, 2201 PACIFIC COAST HWY, LOMITA, CA 90717. This Business is conducted by: AN INDIVIDUAL. Signed: DANIEL KIM . This statement was filed with the County Clerk of Los Angeles County on 01/25/2018. The registrant(s) has (have) commenced to transact business under the fictitious business name or names listed above on N/A. NOTICE- This Fictitious Name Statement expires five years from the date it was filed in the office of the County Clerk. A new Fictitious Business Name Statement must be filed prior to that date. The filing of this statement does not of itself authorize the use in this state of a Fictitious Business Name in violation of the rights of another under Federal, State, or common law (See section 14411 et seq, Business and Professions Code)Publish: Mountain Views News <box>1193 725 1352 810</box>
notice-heading: FICTITIOUS BUSINESS NAME STATEMENT File No. 2018-020153 <box>856 109 1001 121</box>
notice-publication-dates: Dates Pub: FEB 3, 10, 17, 24, 2018 <box>181 525 258 532</box>
legal-notice <box>350 852 508 967</box>
notice-body: The following person(s) is (are) doing business as: EVERGREEN TREE SERVICE, 1500 W GLENOAKS BLVD, GLENDALE, CA 91201. Full name of registrant(s) is (are) JOSE RAMIREZ, 1500 W GLENOAKS BLVD, GLENDALE, CA 91201. This Business is conducted by: AN INDIVIDUAL. Signed: JOSE RAMIREZ . This statement was filed with the County Clerk of Los Angeles County on 01/25/2018. The registrant(s) has (have) commenced to transact business under the fictitious business name or names listed above on N/A. <box>1193 834 1352 883</box>
notice-publication-dates: Dates Pub: FEB 3, 10, 17, 24, 2018 <box>1025 628 1101 635</box>
notice-body: The following person(s) is (are) doing business as: BLUE SKY CLEANING SERVICES, 14400 HAWTHORNE BLVD, LAWNDALE, CA 90260. Full name of registrant(s) is (are) ROSA MARTINEZ, 14400 HAWTHORNE BLVD, LAWNDALE, CA 90260. This Business is conducted by: AN INDIVIDUAL. Signed: ROSA MARTINEZ . This statement was filed with the County Clerk of Los Angeles County on 01/25/2018. The registrant(s) has (have) commenced to transact business under the fictitious business name or names listed above on 12/2017. NOTICE- This Fictitious Name Statement expires five years from the date it was filed in the office of the County Clerk. A new Fictitious Business Name Statement must be filed prior to that date. The filing of this statement does not of itself authorize the use in this state of a Fictitious Business Name in violation of the rights of another under Federal, State, or common law (See section 14411 et seq, Business and Professions Code)Publish: Mountain Views News <box>1193 495 1352 586</box>
notice-body: STATEMENT OF ABANDONMENT OF USE OF FICTITIOUS BUSINESS NAME. Current File No. 2017-182254. Date Filed: 06/30/2017. Name of Business: SIERRA SPARZA SERVICES AVE, LOS ANGELES, CA 90059. Full name of registrant(s) is (are) CARLA DENISE HARRIS, 10700 WEILAND AVE, LOS ANGELES, CA 90059. This Business is conducted by: AN INDIVIDUAL. Signed: CARLA SPARZA . This statement was filed with the County Clerk of Los Angeles County on 01/23/2018. <box>687 586 845 636</box>
notice-publication-dates: Dates Pub: FEB 3, 10, 17, 24, 2018 <box>856 926 933 932</box>
notice-publication-dates: Dates Pub: FEB 3, 10, 17, 24, 2018 <box>519 356 595 362</box>
notice-heading: FICTITIOUS BUSINESS NAME STATEMENT File No. 2018-017767 <box>350 283 495 296</box>
notice-publication-dates: Publish: Mountain Views News Dates Pub: FEB 3, 10, 17, 24, 2018 <box>519 949 664 956</box>
notice-body: The following person(s) is (are) doing business as: SEACREST CONVALESCENT HOSPITAL, 1430 WEST 6TH ST, SAN PEDRO, CA 90732. Full name of registrant(s) is (are) SEACREST CONVALESCENT HOSPITAL, 1430 WEST 6TH ST, SAN PEDRO, CA 90732. This Business is conducted by: A CORPORATION. Signed: CLAUDIA M VALDONAR . This statement was filed with the County Clerk of Los Angeles County on 01/23/2018. The registrant(s) has (have) commenced to transact business under the fictitious business name or names listed above on N/A. NOTICE- This Fictitious Name Statement expires five years from the date it was filed in the office of the County Clerk. A new Fictitious Business Name Statement must be filed prior to that date. The filing of this statement does not of itself authorize the use in this state of a Fictitious Business Name in violation of the rights of another under Federal, State, or common law (See section 14411 et seq, Business and Professions Code)Publish: Mountain Views News <box>519 611 677 702</box>
notice-heading: FICTITIOUS BUSINESS NAME STATEMENT File No. 2018-021774 <box>181 778 327 792</box>
notice-column <box>345 72 514 2524</box>
notice-body: The following person(s) is (are) doing business as: RINCONCITO MEXICANO, 1081 N INDIAN HILL BLVD, POMONA, CA 91767. Full name of registrant(s) is (are) MARIA E. LOPEZ, 1081 N INDIAN HILL BLVD, POMONA, CA 91767. This Business is conducted by: AN INDIVIDUAL. Signed: MARIA E. LOPEZ . This statement was filed with the County Clerk of Los Angeles County on 01/23/2018. The registrant(s) has (have) commenced to transact business under the fictitious business name or names listed above on N/A. NOTICE- This Fictitious Name Statement expires five years from the date it was filed in the office of the County Clerk. A new Fictitious Business Name Statement must be filed prior to that date. The filing of this statement does not of itself authorize the use in this state of a Fictitious Business Name in violation of the rights of another under Federal, State, or common law (See section 14411 et seq, Business and Professions Code)Publish: Mountain Views News <box>687 236 845 328</box>
notice-publication-dates: Dates Pub: FEB 3, 10, 17, 24, 2018 <box>181 168 258 174</box>
notice-publication-dates: Dates Pub: FEB 3, 10, 17, 24, 2018 <box>13 996 89 1003</box>
notice-publication-dates: Dates Pub: FEB 3, 10, 17, 24, 2018 <box>181 652 258 659</box>
legal-notice <box>350 737 508 846</box>
notice-publication-dates: Dates Pub: FEB 3, 10, 17, 24, 2018 <box>1193 701 1270 707</box>
notice-heading: FICTITIOUS BUSINESS NAME STATEMENT File No. 2018-021718 <box>1025 186 1170 199</box>
legal-notice <box>1193 713 1352 816</box>
notice-publication-dates: Publish: Mountain Views News Dates Pub: FEB 3, 10, 17, 24, 2018 <box>1193 882 1339 889</box>
notice-heading: of itself authorize the use in this state of a Fictitious Business Name in violation of the rights of another under Federal, State, or common law (See section 14411 et seq, Business and Professions Code)Publish: Mountain Views News <box>856 72 1011 97</box>
notice-publication-dates: Dates Pub: FEB 3, 10, 17, 24, 2018 <box>856 810 933 817</box>
notice-heading: FICTITIOUS BUSINESS NAME STATEMENT File No. 2018-022018 <box>1193 712 1339 725</box>
notice-body: The following person(s) is (are) doing business as: ZAPATA HOUSE, 10002 SOMERSET BLVD, BELLFLOWER, CA 90706. Full name of registrant(s) is (are) ZAPATA HOUSE INC, 10002 SOMERSET BLVD, BELLFLOWER, CA 90706. This Business is conducted by: A CORPORATION. Signed: MARIO ZAPATA . This statement was filed with the County Clerk of Los Angeles County on 01/25/2018. The registrant(s) has (have) commenced to transact business under the fictitious business name or names listed above on N/A. NOTICE- This Fictitious Name Statement expires five years from the date it was filed in the office of the County Clerk. A new Fictitious Business Name Statement must be filed prior to that date. The filing of this statement does not of itself authorize the use in this state of a Fictitious Business Name in violation of the rights of another under Federal, State, or common law (See section 14411 et seq, Business and Professions Code)Publish: Mountain Views News <box>1025 84 1183 175</box>
notice-heading: FICTITIOUS BUSINESS NAME STATEMENT File No. 2018-020585 <box>181 537 327 550</box>
notice-heading: FICTITIOUS BUSINESS NAME STATEMENT File No. 2018-016600 <box>13 543 158 556</box>
notice-publication-dates: Dates Pub: FEB 3, 10, 17, 24, 2018 <box>13 767 89 773</box>
notice-publication-dates: Dates Pub: FEB 3, 10, 17, 24, 2018 <box>350 839 427 846</box>
legal-notice <box>856 526 1014 636</box>
notice-heading: FICTITIOUS BUSINESS NAME STATEMENT File No. 2018-020354 <box>1025 295 1170 308</box>
notice-body: The following person(s) is (are) doing business as: JULIAN TOWING, 6077 ½ 6TH ST, LOS ANGELES, CA 90011. Full name of registrant(s) is (are) JUAN BERNARDO PRADO TORRES, 667 E 48TH ST, LOS ANGELES, CA 90011. This Business is conducted by: AN INDIVIDUAL. Signed: JUAN BERNARDO PRADO TORRES . This statement was filed with the County Clerk of Los Angeles County on 01/22/2018. The registrant(s) has (have) commenced to transact business under the fictitious business name or names listed above on 01/2018. NOTICE- This Fictitious Name Statement expires five years from the date it was filed in the office of the County Clerk. A new Fictitious Business Name Statement must be filed prior to that date. The filing of this statement does not of itself authorize the use in this state of a Fictitious Business Name in violation of the rights of another under Federal, State, or common law (See section 14411 et seq, Business and Professions Code)Publish: Mountain Views News <box>350 411 508 502</box>
legal-notice <box>181 416 339 531</box>
notice-publication-dates: Dates Pub: FEB 3, 10, 17, 24, 2018 <box>1025 174 1101 181</box>
legal-notice <box>181 664 339 773</box>
notice-body: The following person(s) is (are) doing business as: GOLDEN STATE LANDSCAPING, 8800 ROSECRANS AVE, PARAMOUNT, CA 90723. Full name of registrant(s) is (are) MIGUEL TORRES, 8800 ROSECRANS AVE, PARAMOUNT, CA 90723. This Business is conducted by: AN INDIVIDUAL. Signed: MIGUEL TORRES . This statement was filed with the County Clerk of Los Angeles County on 01/25/2018. The registrant(s) has (have) commenced to transact business under the fictitious business name or names listed above on N/A. NOTICE- This Fictitious Name Statement expires five years from the date it was filed in the office of the County Clerk. A new Fictitious Business Name Statement must be filed prior to that date. The filing of this statement does not of itself authorize the use in this state of a Fictitious Business Name in violation of the rights of another under Federal, State, or common law (See section 14411 et seq, Business and Professions Code)Publish: Mountain Views News <box>1193 381 1352 472</box>
notice-body: Dates Pub: FEB 3, 10, 17, 24, 2018 <box>856 97 931 104</box>
notice-publication-dates: Dates Pub: FEB 3, 10, 17, 24, 2018 <box>13 301 89 308</box>
notice-heading: FICTITIOUS BUSINESS NAME STATEMENT File No. 2018-022376 <box>350 851 495 864</box>
page-footer <box>8 2553 1357 2572</box>
notice-body: The following person(s) is (are) doing business as: INTERNATIONAL TAITH BUILDERS. PRECISION CHURCHBUILD UP. THEGREAT, 1251 W SEPULVEDA BLVD 449, TORRANCE, CA 90502. Full name of registrant(s) is (are) GILBERT J. PAYLAN, 1251 W SEPULVEDA BLVD 449, TORRANCE, CA 90502. This Business is conducted by: AN INDIVIDUAL. Signed: GILBERT J PAYLAN . This statement was filed with the County Clerk of Los Angeles County on 01/25/2018. The registrant(s) has (have) commenced to transact business under the fictitious business name or names listed above on 01/2018. NOTICE- This Fictitious Name Statement expires five years from the date it was filed in the office of the County Clerk. A new Fictitious Business Name Statement must be filed prior to that date. The filing of this statement does not of itself authorize the use in this state of a Fictitious Business Name in violation of the rights of another under Federal, State, or common law (See section 14411 et seq, Business and Professions Code)Publish: Mountain Views News <box>181 792 339 889</box>
notice-heading: FICTITIOUS BUSINESS NAME STATEMENT File No. 2018-016278 <box>13 1123 158 1137</box>
notice-heading: FICTITIOUS BUSINESS NAME STATEMENT File No. 2018-021084 <box>1193 367 1339 381</box>
notice-column <box>514 72 682 2524</box>
notice-body: The following person(s) is (are) doing business as: SUNRISE ACCOUNTING SERVICES, 700 N BRAND BLVD, GLENDALE, CA 91203. Full name of registrant(s) is (are) ARAM PETROSYAN, 700 N BRAND BLVD, GLENDALE, CA 91203. This Business is conducted by: AN INDIVIDUAL. Signed: ARAM PETROSYAN . This statement was filed with the County Clerk of Los Angeles County on 01/23/2018. The registrant(s) has (have) commenced to transact business under the fictitious business name or names listed above on N/A. NOTICE- This Fictitious Name Statement expires five years from the date it was filed in the office of the County Clerk. A new Fictitious Business Name Statement must be filed prior to that date. The filing of this statement does not of itself authorize the use in this state of a Fictitious Business Name in violation of the rights of another under Federal, State, or common law (See section 14411 et seq, Business and Professions Code)Publish: Mountain Views News <box>1193 611 1352 702</box>
notice-heading: FICTITIOUS BUSINESS NAME STATEMENT File No. 2018-021992 <box>687 762 833 774</box>
notice-heading: FILE NO. 2018-018107 <box>1025 640 1079 646</box>
legal-notice <box>687 109 845 218</box>
notice-body: The following person(s) is (are) doing business as: CODIS, 830 E CALIMA ST, CARSON, CA 90745. Full name of registrant(s) is (are) MOISES H. LAPENA, 830 E CALIMA ST, CARSON, CA 90745. CHRISTINA NA, 830 CALIMA ST, CARSON, CA 90745. This Business is conducted by: A GENERAL PARTNERSHIP. Signed: MOISES H. LAPENA . This statement was filed with the County Clerk of Los Angeles County on 01/22/2018. The registrant(s) has (have) commenced to transact business under the fictitious business name or names listed above on 01/2018. NOTICE- This Fictitious Name Statement expires five years from the date it was filed in the office of the County Clerk. A new Fictitious Business Name Statement must be filed prior to that date. The filing of this statement does not of itself authorize the use in this state of a Fictitious Business Name in violation of the rights of another under Federal, State, or common law (See section 14411 et seq, Business and Professions Code)Publish: Mountain Views News <box>13 906 171 997</box>
notice-body: The following person(s) is (are) doing business as: YASMINS COLLECTION, 1350 W GLENOAKS BLVD SUITE H, GLENDALE, CA 91201. Full name of registrant(s) is (are) YASMIN MARIA ARDILA, 1350 W GLENOAKS BLVD SUITE H, GLENDALE, CA 91201. This Business is conducted by: AN INDIVIDUAL. Signed: YASMIN MARIA ARDILA . This statement was filed with the County Clerk of Los Angeles County on 01/25/2018. The registrant(s) has (have) commenced to transact business under the fictitious business name or names listed above on N/A. NOTICE- This Fictitious Name Statement expires five years from the date it was filed in the office of the County Clerk. A new Fictitious Business Name Statement must be filed prior to that date. The filing of this statement does not of itself authorize the use in this state of a Fictitious Business Name in violation of the rights of another under Federal, State, or common law (See section 14411 et seq, Business and Professions Code)Publish: Mountain Views News <box>856 835 1014 926</box>
legal-notice <box>856 230 1014 339</box>
notice-publication-dates: Dates Pub: FEB 3, 10, 17, 24, 2018 <box>181 404 258 411</box>
notice-body: The following person(s) is (are) doing business as: JC JUBILEO TRUCKING, 3042 E WASHINGTON ST, CARSON, CA 90810. Full name of registrant(s) is (are) JOSE JESUS SERRATO, 3042 E WASHINGTON ST, CARSON, CA 90810. This Business is conducted by: AN INDIVIDUAL. Signed: JOSE JESUS SERRATO . This statement was filed with the County Clerk of Los Angeles County on 01/22/2018. The registrant(s) has (have) commenced to transact business under the fictitious business name or names listed above on N/A. NOTICE- This Fictitious Name Statement expires five years from the date it was filed in the office of the County Clerk. A new Fictitious Business Name Statement must be filed prior to that date. The filing of this statement does not of itself authorize the use in this state of a Fictitious Business Name in violation of the rights of another under Federal, State, or common law (See section 14411 et seq, Business and Professions Code)Publish: Mountain Views News <box>350 296 508 387</box>
notice-body: STATEMENT OF ABANDONMENT OF USE OF FICTITIOUS BUSINESS NAME. Current File No. 2016-280011. Date Filed: 11/02/2016. Name of Business: ANGEL CITY PRINTING, 2100 E FOOTHILL BLVD, PASADENA, CA 91107. Full name of registrant(s) is (are) MARK ANDERSON, 2100 E FOOTHILL BLVD, PASADENA, CA 91107. This Business is conducted by: AN INDIVIDUAL. Signed: MARK ANDERSON . This statement was filed with the County Clerk of Los Angeles County on 01/24/2018. <box>1193 308 1352 357</box>
legal-notice <box>13 1124 171 1240</box>
notice-heading: FICTITIOUS BUSINESS NAME STATEMENT File No. 2018-020998 <box>1025 821 1170 834</box>
notice-body: The following person(s) is (are) doing business as: COMPTON XCHANGE TALK RADIO, 204 S SUSAN AVE, COMPTON, CA 90221. Full name of registrant(s) is (are) FELICIA ATKINS, 204 N SUSAN AVE, COMPTON, CA 90221; EDDIE LEE FAVORS JR, 204 S SUSAN AVE, COMPTON, CA 90221. This Business is conducted by: A GENERAL PARTNERSHIP. Signed: FELICIA ATKINS . This statement was filed with the County Clerk of Los Angeles County on 01/19/2018. The registrant(s) has (have) commenced to transact business under the fictitious business name or names listed above on 01/2018. NOTICE- This Fictitious Name Statement expires five years from the date it was filed in the office of the County Clerk. A new Fictitious Business Name Statement must be filed prior to that date. The filing of this statement does not of itself authorize the use in this state of a Fictitious Business Name in violation of the rights of another under Federal, State, or common law (See section 14411 et seq, Business and Professions Code)Publish: Mountain Views News <box>13 1136 171 1234</box>
notice-publication-dates: Dates Pub: FEB 3, 10, 17, 24, 2018 <box>181 767 258 773</box>
notice-body: The following person(s) is (are) doing business as: SIERRA MADRE PROPERTIES, 80 W SIERRA MADRE BLVD, SIERRA MADRE, CA 91024. Full name of registrant(s) is (are) SUSAN HENDERSON, 80 W SIERRA MADRE BLVD, SIERRA MADRE, CA 91024. This Business is conducted by: AN INDIVIDUAL. Signed: SUSAN HENDERSON . This statement was filed with the County Clerk of Los Angeles County on 01/23/2018. The registrant(s) has (have) commenced to transact business under the fictitious business name or names listed above on N/A. NOTICE- This Fictitious Name Statement expires five years from the date it was filed in the office of the County Clerk. A new Fictitious Business Name Statement must be filed prior to that date. The filing of this statement does not of itself authorize the use in this state of a Fictitious Business Name in violation of the rights of another under Federal, State, or common law (See section 14411 et seq, Business and Professions Code)Publish: Mountain Views News <box>1025 719 1183 810</box>
notice-body: The following person(s) is (are) doing business as: MARCOS DI RAPERS, 6900 N FIGUEROA ST, LOS ANGELES, CA 90042. Full name of registrant(s) is (are) VICTOR MANUEL MEJIA CASTRO, 6900 N FIGUEROA ST, LOS ANGELES, CA 90042. This Business is conducted by: AN INDIVIDUAL. Signed: VICTOR MANUEL MEJIA CASTRO . This statement was filed with the County Clerk of Los Angeles County on 01/25/2018. The registrant(s) has (have) commenced to transact business under the fictitious business name or names listed above on N/A. NOTICE- This Fictitious Name Statement expires five years from the date it was filed in the office of the County Clerk. A new Fictitious Business Name Statement must be filed prior to that date. The filing of this statement does not of itself authorize the use in this state of a Fictitious Business Name in violation of the rights of another under Federal, State, or common law (See section 14411 et seq, Business and Professions Code)Publish: Mountain Views News <box>519 381 677 472</box>
notice-body: The following person(s) is (are) doing business as: LAX THRILLING, 5905 CHERRY AVE, LONG BEACH, CA 90805. Full name of registrant(s) is (are) MANDIRA SHALAGA, 5905 CHERRY AVE, LONG BEACH, CA 90805. This Business is conducted by: AN INDIVIDUAL. Signed: MANDIRA SHALAGA . This statement was filed with the County Clerk of Los Angeles County on 01/23/2018. The registrant(s) has (have) commenced to transact business under the fictitious business name or names listed above on N/A. NOTICE- This Fictitious Name Statement expires five years from the date it was filed in the office of the County Clerk. A new Fictitious Business Name Statement must be filed prior to that date. The filing of this statement does not of itself authorize the use in this state of a Fictitious Business Name in violation of the rights of another under Federal, State, or common law (See section 14411 et seq, Business and Professions Code)Publish: Mountain Views News <box>350 635 508 725</box>
notice-heading: FICTITIOUS BUSINESS NAME STATEMENT File No. 2018-017772 <box>350 513 495 525</box>
notice-heading: FILE NO. 2018-019119 <box>519 894 573 900</box>
notice-publication-dates: Dates Pub: FEB 3, 10, 17, 24, 2018 <box>13 416 89 423</box>
legal-notice <box>519 598 677 707</box>
notice-heading: FICTITIOUS BUSINESS NAME STATEMENT File No. 2018-016964 <box>13 894 158 906</box>
legal-notice <box>687 72 845 103</box>
notice-publication-dates: Dates Pub: FEB 3, 10, 17, 24, 2018 <box>350 960 427 967</box>
notice-heading: FICTITIOUS BUSINESS NAME STATEMENT File No. 2018-016116 <box>181 416 327 428</box>
masthead-subline <box>8 44 305 57</box>
legal-notice <box>1193 72 1352 181</box>
notice-publication-dates: Dates Pub: FEB 3, 10, 17, 24, 2018 <box>519 247 595 254</box>
legal-notice <box>1193 822 1352 889</box>
notice-body: The registrant(s) has (have) commenced to transact business under the fictitious business name or names listed above on 01/1971. NOTICE- This Fictitious Name Statement expires five years from the date it was filed in the office of the County Clerk. A new Fictitious Business Name Statement must be filed prior to that date. The filing of this statement does not of itself authorize the use in this state of a Fictitious Business Name in violation of the rights of another under Federal, State, or common law (See section 14411 et seq, Business and Professions Code)Publish: Mountain Views News <box>519 78 677 133</box>
notice-body: The following person(s) is (are) doing business as: MENDOZA TRUCKING, 3731 E AVENUE R LANE, PALMDALE, CA 93550. Full name of registrant(s) is (are) ARNULFO MENDOZA, 3731 E AVENUE R LANE, PALMDALE, CA 93550. This Business is conducted by: AN INDIVIDUAL. Signed: ARNULFO MENDOZA . This statement was filed with the County Clerk of Los Angeles County on 01/23/2018. The registrant(s) has (have) commenced to transact business under the fictitious business name or names listed above on N/A. NOTICE- This Fictitious Name Statement expires five years from the date it was filed in the office of the County Clerk. A new Fictitious Business Name Statement must be filed prior to that date. The filing of this statement does not of itself authorize the use in this state of a Fictitious Business Name in violation of the rights of another under Federal, State, or common law (See section 14411 et seq, Business and Professions Code)Publish: Mountain Views News <box>519 725 677 816</box>
publication-name: Mountain Views-News <box>8 44 136 57</box>
notice-publication-dates: Publish: Mountain Views News Dates Pub: FEB 3, 10, 17, 24, 2018 <box>856 696 1001 703</box>
notice-publication-dates: Publish: Mountain Views News Dates Pub: FEB 3, 10, 17, 24, 2018 <box>519 882 664 889</box>
notice-publication-dates: Dates Pub: FEB 3, 10, 17, 24, 2018 <box>181 996 258 1003</box>
legal-notice <box>1025 822 1183 901</box>
legal-notice <box>1025 707 1183 816</box>
masthead-left <box>8 6 305 57</box>
notice-publication-dates: Dates Pub: FEB 3, 10, 17, 24, 2018 <box>1193 174 1270 181</box>
notice-body: The following person(s) is (are) doing business as: CALAVA. DRAMBPRODUITS, 2525 BAYLOR BLVD, VERNON, CA 90058. MAILING ADDRESS: PO BOX 458, MAYWOOD, CA 90270. Full name of registrant(s) is (are) MOISES DOMINGUEZ, 12645 BARLIN AVE, DOWNEY, CA 90242. This Business is conducted by: AN INDIVIDUAL. Signed: MOISES DOMINGUEZ . This statement was filed with the County Clerk of Los Angeles County on 01/25/2018. The registrant(s) has (have) commenced to transact business under the fictitious business name or names listed above on 05/2002. NOTICE- This Fictitious Name Statement expires five years from the date it was filed in the office of the County Clerk. A new Fictitious Business Name Statement must be filed prior to that date. The filing of this statement does not of itself authorize the use in this state of a Fictitious Business Name in violation of the rights of another under Federal, State, or common law (See section 14411 et seq, Business and Professions Code)Publish: Mountain Views News <box>13 792 172 883</box>
notice-heading: FILE NO. 2018-020830 <box>519 828 573 834</box>
notice-body: The following person(s) is (are) doing business as: WESTSIDE PREMIER DENTAL GROUP, 1015 W OLYMPIC BLVD, LOS ANGELES, CA 90015. Full name of registrant(s) is (are) 1015 W OLYMPIC BLVD, LOS ANGELES, CA 90015. This Business is conducted by: A CORPORATION. Signed: JOHN H. PARK DDS . This statement was filed with the County Clerk of Los Angeles County on 01/24/2018. The registrant(s) has (have) commenced to transact business under the fictitious business name or names listed above on N/A. NOTICE- This Fictitious Name Statement expires five years from the date it was filed in the office of the County Clerk. A new Fictitious Business Name Statement must be filed prior to that date. The filing of this statement does not of itself authorize the use in this state of a Fictitious Business Name in violation of the rights of another under Federal, State, or common law (See section 14411 et seq, Business and Professions Code)Publish: Mountain Views News <box>856 539 1014 630</box>
legal-notice <box>519 260 677 362</box>
notice-body: The following person(s) is (are) doing business as: DIAMOND CAR WASH & DETAIL, 6909 CENTER DR, LOS ANGELES, CA 90045. Full name of registrant(s) is (are) GUADALUPE SANTIAGO PAREDES SEGALA, 513 W PANORAMA, TUCSON, AZ 85704. This Business is conducted by: AN INDIVIDUAL. Signed: GUADALUPE SANTIAGO PAREDES SEGALA . This statement was filed with the County Clerk of Los Angeles County on 01/22/2018. The registrant(s) has (have) commenced to transact business under the fictitious business name or names listed above on N/A. NOTICE- This Fictitious Name Statement expires five years from the date it was filed in the office of the County Clerk. A new Fictitious Business Name Statement must be filed prior to that date. The filing of this statement does not of itself authorize the use in this state of a Fictitious Business Name in violation of the rights of another under Federal, State, or common law (See section 14411 et seq, Business and Professions Code)Publish: Mountain Views News <box>181 193 339 284</box>
notice-heading: FILE NO. 2018-020221 <box>1193 301 1248 308</box>
legal-notice <box>856 411 1014 520</box>
notice-publication-dates: Dates Pub: FEB 3, 10, 17, 24, 2018 <box>350 610 427 616</box>
